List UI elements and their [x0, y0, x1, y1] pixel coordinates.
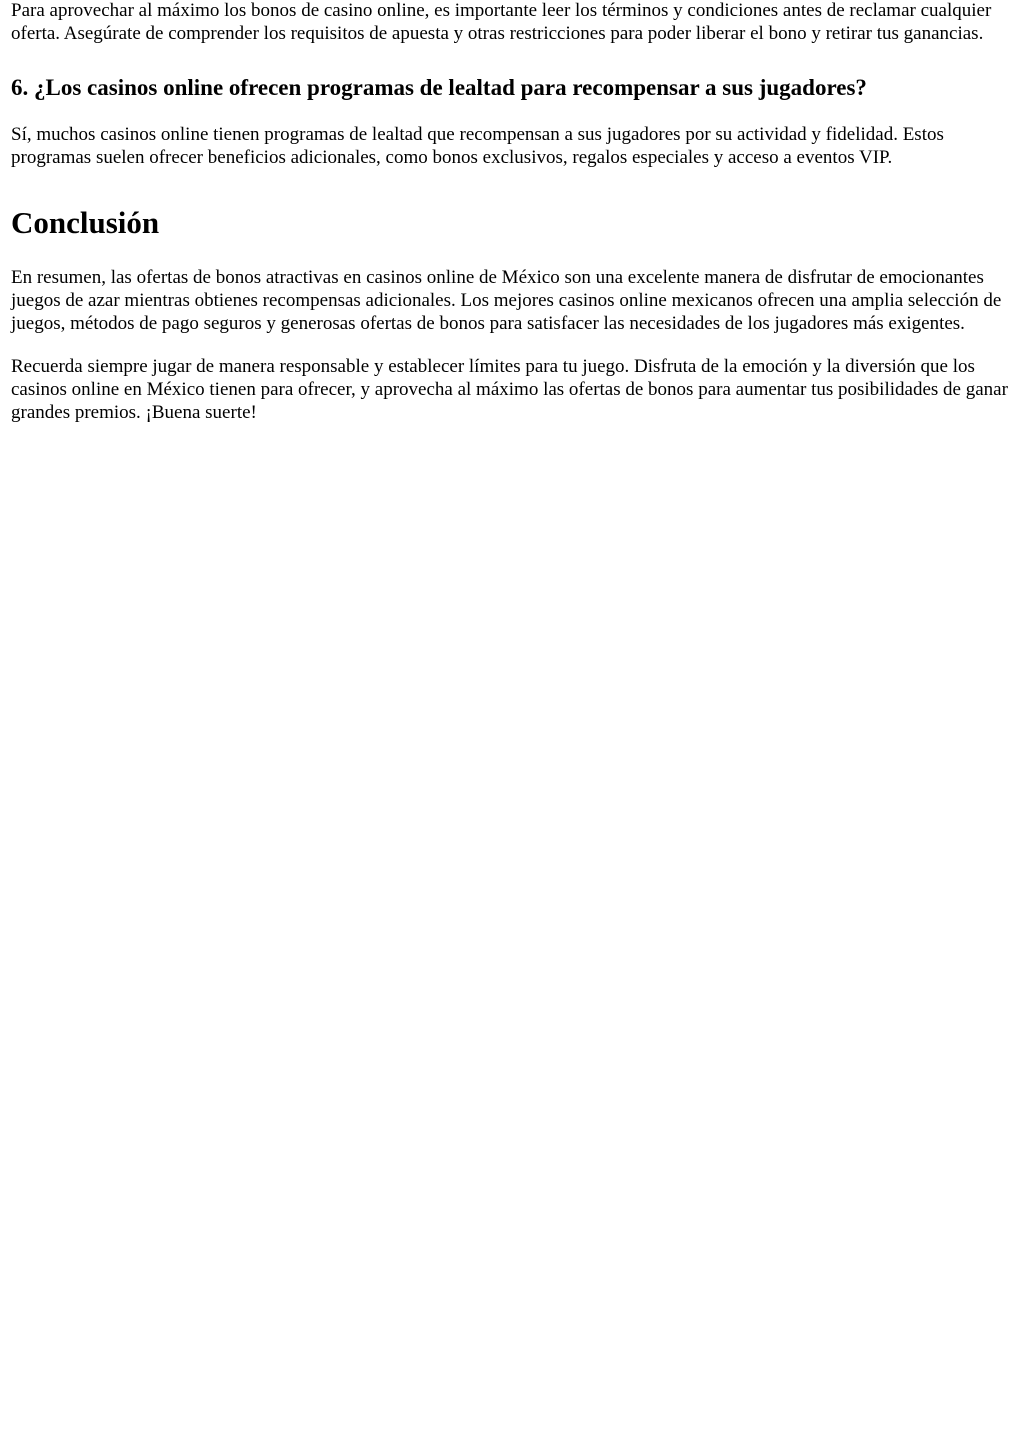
intro-paragraph: Para aprovechar al máximo los bonos de casino online, es importante leer los términos y condiciones antes de reclamar cualquier oferta. Asegúrate de comprender los requisitos de apuesta y otras restricciones para poder liberar el bono y retirar tus ganancias.: [11, 0, 992, 44]
conclusion-paragraph-2: Recuerda siempre jugar de manera responsable y establecer límites para tu juego. Disfruta de la emoción y la diversión que los casinos online en México tienen para ofrecer, y aprovecha al máximo las ofertas de bonos para aumentar tus posibilidades de ganar grandes premios. ¡Buena suerte!: [11, 356, 1008, 423]
faq-answer-6: Sí, muchos casinos online tienen programas de lealtad que recompensan a sus jugadores por su actividad y fidelidad. Estos programas suelen ofrecer beneficios adicionales, como bonos exclusivos, regalos especiales y acceso a eventos VIP.: [11, 124, 944, 168]
conclusion-heading: Conclusión: [11, 205, 160, 240]
conclusion-paragraph-1: En resumen, las ofertas de bonos atractivas en casinos online de México son una excelente manera de disfrutar de emocionantes juegos de azar mientras obtienes recompensas adicionales. Los mejores casinos online mexicanos ofrecen una amplia selección de juegos, métodos de pago seguros y generosas ofertas de bonos para satisfacer las necesidades de los jugadores más exigentes.: [11, 267, 1002, 334]
faq-question-6: 6. ¿Los casinos online ofrecen programas de lealtad para recompensar a sus jugadores?: [11, 75, 867, 100]
article-content: [0, 0, 1024, 424]
